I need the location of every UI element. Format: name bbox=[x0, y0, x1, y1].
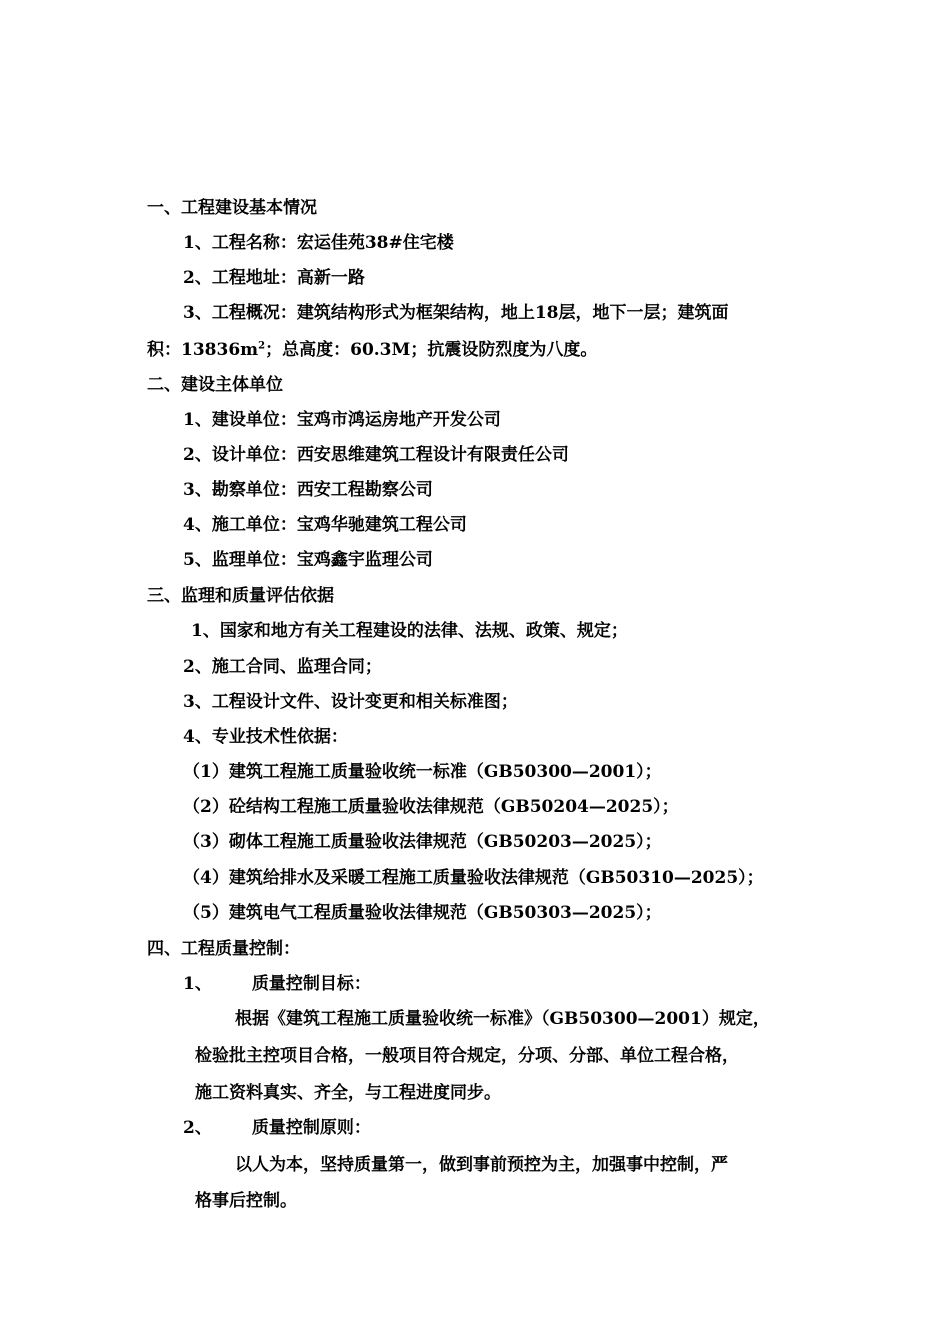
subsection-number: 2、 bbox=[183, 1118, 212, 1138]
list-item: 4、专业技术性依据： bbox=[183, 727, 348, 747]
paragraph-line: 检验批主控项目合格，一般项目符合规定，分项、分部、单位工程合格， bbox=[195, 1046, 739, 1066]
list-item: 3、工程设计文件、设计变更和相关标准图； bbox=[183, 692, 518, 712]
list-item: 5、监理单位：宝鸡鑫宇监理公司 bbox=[183, 550, 433, 570]
subsection-quality-principle bbox=[183, 1116, 371, 1140]
overview-area: 积：13836m bbox=[147, 340, 259, 360]
overview-height: ；总高度：60.3M；抗震设防烈度为八度。 bbox=[265, 340, 598, 360]
project-name: 1、工程名称：宏运佳苑38#住宅楼 bbox=[183, 233, 454, 253]
list-item: 1、国家和地方有关工程建设的法律、法规、政策、规定； bbox=[191, 621, 628, 641]
list-item: 2、设计单位：西安思维建筑工程设计有限责任公司 bbox=[183, 445, 569, 465]
project-overview-line-1: 3、工程概况：建筑结构形式为框架结构，地上18层，地下一层；建筑面 bbox=[183, 303, 729, 323]
standard-item: （3）砌体工程施工质量验收法律规范（GB50203—2025）； bbox=[183, 832, 662, 852]
standard-item: （4）建筑给排水及采暖工程施工质量验收法律规范（GB50310—2025）； bbox=[183, 868, 764, 888]
section-1-title: 一、工程建设基本情况 bbox=[147, 198, 317, 218]
paragraph-line: 格事后控制。 bbox=[195, 1191, 297, 1211]
subsection-quality-target bbox=[183, 972, 371, 996]
list-item: 4、施工单位：宝鸡华驰建筑工程公司 bbox=[183, 515, 467, 535]
subsection-title: 质量控制原则： bbox=[251, 1118, 371, 1138]
list-item: 1、建设单位：宝鸡市鸿运房地产开发公司 bbox=[183, 410, 501, 430]
paragraph-line: 以人为本，坚持质量第一，做到事前预控为主，加强事中控制，严 bbox=[235, 1155, 728, 1175]
paragraph-line: 施工资料真实、齐全，与工程进度同步。 bbox=[195, 1083, 501, 1103]
standard-item: （2）砼结构工程施工质量验收法律规范（GB50204—2025）； bbox=[183, 797, 679, 817]
list-item: 2、施工合同、监理合同； bbox=[183, 657, 382, 677]
standard-item: （5）建筑电气工程质量验收法律规范（GB50303—2025）； bbox=[183, 903, 662, 923]
section-3-title: 三、监理和质量评估依据 bbox=[147, 586, 334, 606]
project-address: 2、工程地址：高新一路 bbox=[183, 268, 365, 288]
list-item: 3、勘察单位：西安工程勘察公司 bbox=[183, 480, 433, 500]
section-2-title: 二、建设主体单位 bbox=[147, 375, 283, 395]
standard-item: （1）建筑工程施工质量验收统一标准（GB50300—2001）； bbox=[183, 762, 662, 782]
project-overview-line-2 bbox=[147, 338, 597, 362]
subsection-title: 质量控制目标： bbox=[251, 974, 371, 994]
area-unit-superscript: 2 bbox=[258, 340, 266, 352]
paragraph-line: 根据《建筑工程施工质量验收统一标准》（GB50300—2001）规定， bbox=[235, 1009, 770, 1029]
subsection-number: 1、 bbox=[183, 974, 212, 994]
section-4-title: 四、工程质量控制： bbox=[147, 939, 300, 959]
